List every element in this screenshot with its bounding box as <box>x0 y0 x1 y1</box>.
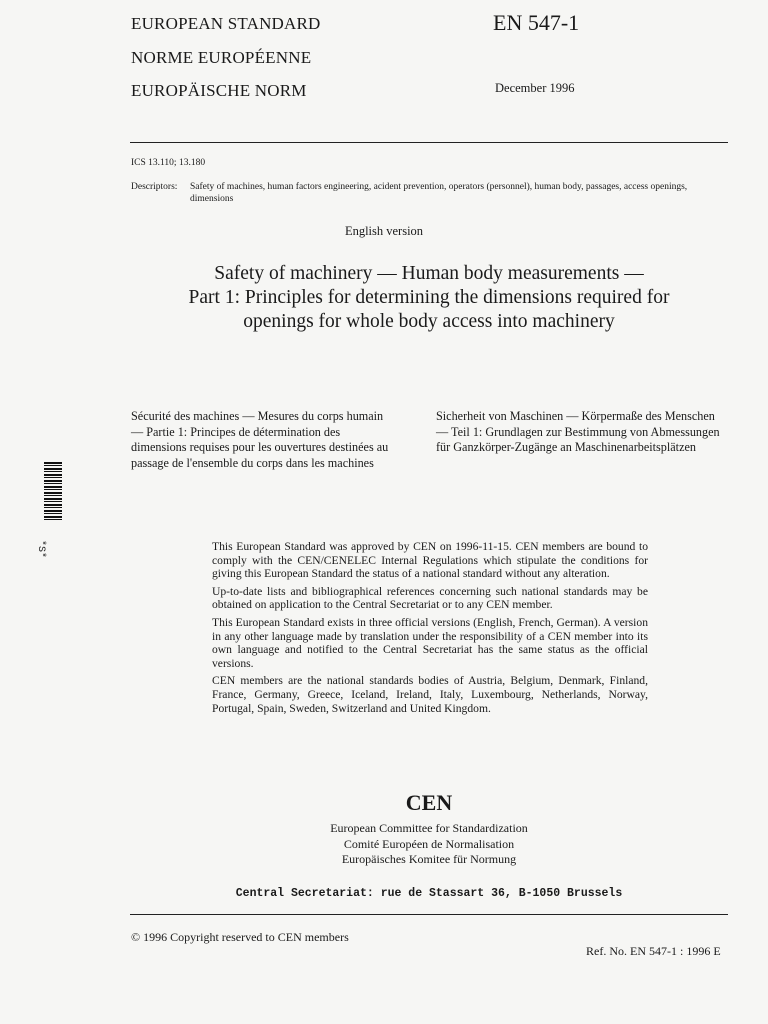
paragraph-references: Up-to-date lists and bibliographical references concerning such national standards may be obtained on application to the Central Secretariat or to any CEN member. <box>212 584 648 612</box>
standard-name-de: EUROPÄISCHE NORM <box>131 81 307 100</box>
title-line-2: Part 1: Principles for determining the dimensions required for <box>188 287 670 308</box>
descriptors-text: Safety of machines, human factors engineering, acident prevention, operators (personnel), human body, passages, access openings, dimensions <box>190 182 688 204</box>
approval-text <box>212 540 648 719</box>
header-rule <box>130 142 728 143</box>
cen-names <box>0 821 768 868</box>
title-french: Sécurité des machines — Mesures du corps humain — Partie 1: Principes de détermination des dimensions requises pour les ouvertures destinées au passage de l'ensemble du corps dans les machines <box>131 409 389 470</box>
paragraph-approval: This European Standard was approved by CEN on 1996-11-15. CEN members are bound to comply with the CEN/CENELEC Internal Regulations which stipulate the conditions for giving this European Standard the status of a national standard without any alteration. <box>212 540 648 581</box>
paragraph-members: CEN members are the national standards bodies of Austria, Belgium, Denmark, Finland, France, Germany, Greece, Iceland, Ireland, Italy, Luxembourg, Netherlands, Norway, Portugal, Spain, Sweden, Switzerland and United Kingdom. <box>212 674 648 715</box>
paragraph-versions: This European Standard exists in three official versions (English, French, German). A version in any other language made by translation under the responsibility of a CEN member into its own language and notified to the Central Secretariat has the same status as the official versions. <box>212 615 648 670</box>
standard-name-fr: NORME EUROPÉENNE <box>131 48 312 67</box>
standard-number: EN 547-1 <box>493 10 580 35</box>
publication-date: December 1996 <box>495 81 575 95</box>
ics-codes: ICS 13.110; 13.180 <box>131 158 206 168</box>
cen-logo-text: CEN <box>405 790 453 815</box>
barcode-image <box>44 462 62 520</box>
cen-name-de: Europäisches Komitee für Normung <box>341 852 517 866</box>
standard-name-en: EUROPEAN STANDARD <box>131 14 321 33</box>
descriptors-label: Descriptors: <box>131 182 178 192</box>
copyright-notice: © 1996 Copyright reserved to CEN members <box>131 930 349 944</box>
reference-number: Ref. No. EN 547-1 : 1996 E <box>586 944 721 958</box>
title-line-3: openings for whole body access into machinery <box>243 311 615 332</box>
language-version: English version <box>344 224 424 238</box>
side-mark: *S* <box>35 540 46 559</box>
title-line-1: Safety of machinery — Human body measurements — <box>214 263 644 284</box>
title-german: Sicherheit von Maschinen — Körpermaße des Menschen — Teil 1: Grundlagen zur Bestimmung von Abmessungen für Ganzkörper-Zugänge an Maschinenarbeitsplätzen <box>436 409 720 454</box>
cen-name-fr: Comité Européen de Normalisation <box>343 836 515 851</box>
cen-name-en: European Committee for Standardization <box>330 821 528 835</box>
footer-rule <box>130 914 728 915</box>
central-secretariat: Central Secretariat: rue de Stassart 36, B-1050 Brussels <box>235 887 623 900</box>
document-title <box>130 262 728 334</box>
